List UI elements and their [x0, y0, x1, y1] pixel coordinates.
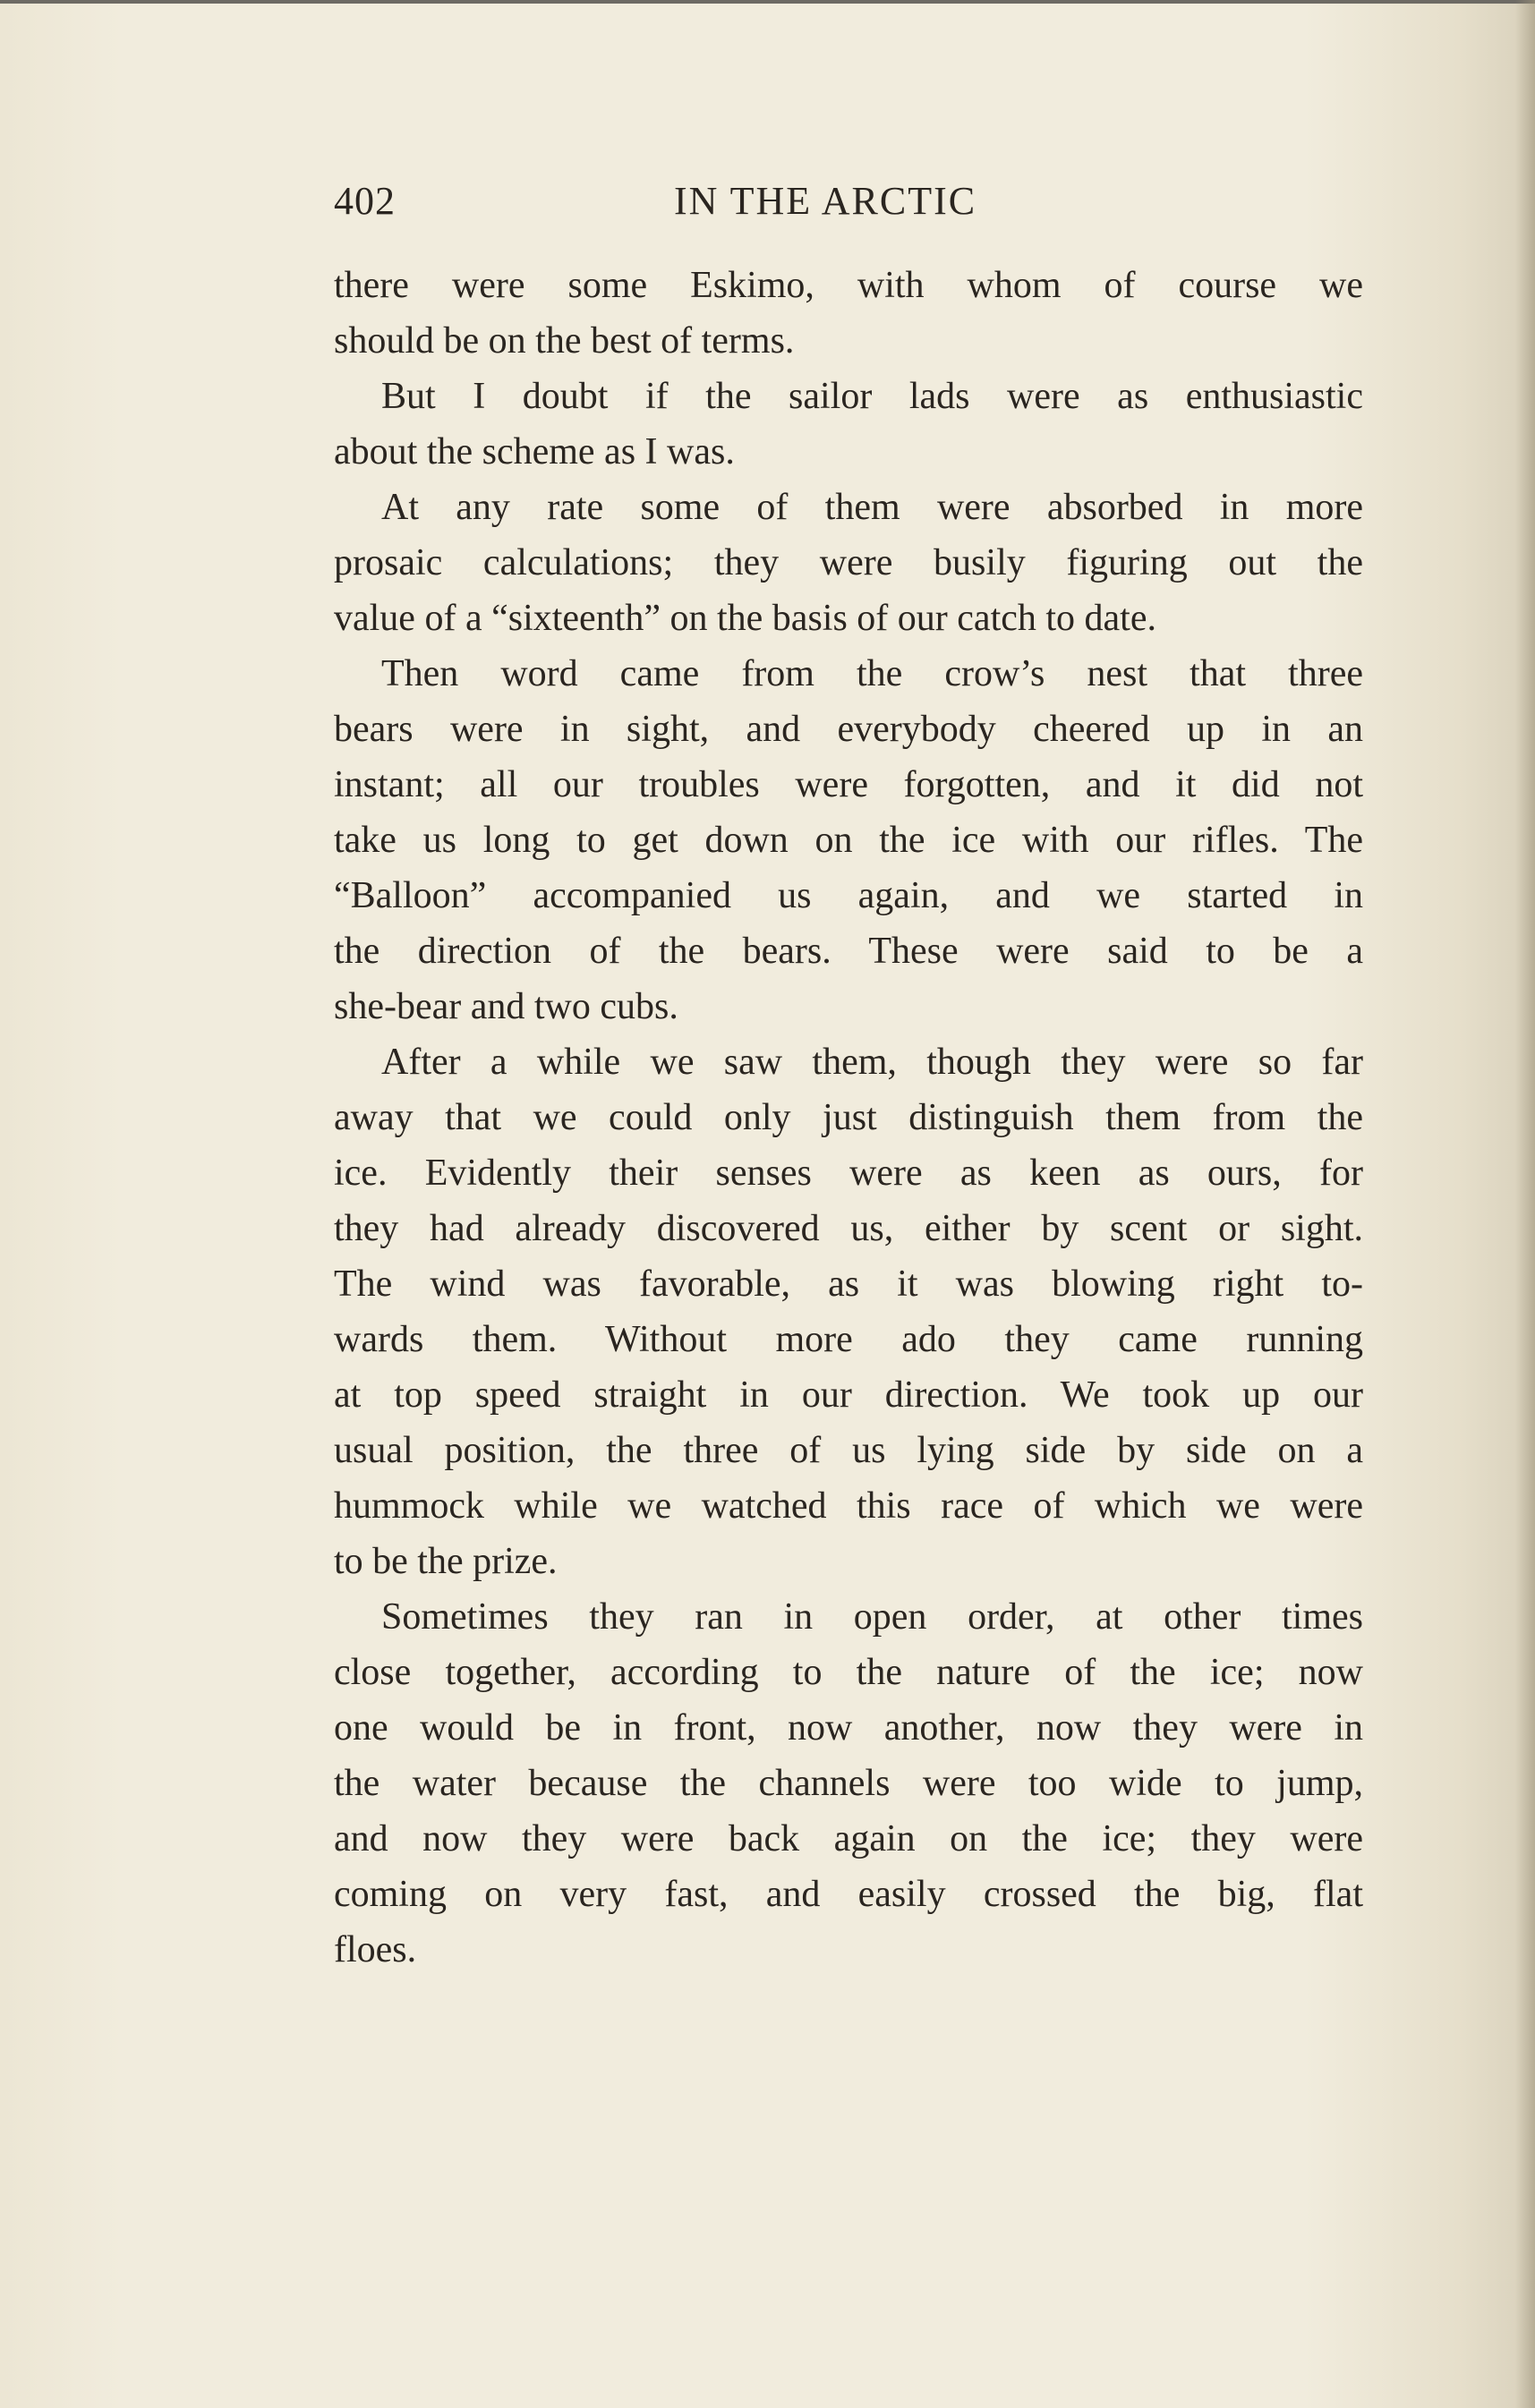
text-line: Then word came from the crow’s nest that three	[381, 653, 1363, 694]
paragraph	[334, 480, 1363, 646]
text-line: ice. Evidently their senses were as keen as ours, for	[334, 1153, 1363, 1194]
text-line: close together, according to the nature of the ice; now	[334, 1652, 1363, 1693]
text-line: instant; all our troubles were forgotten, and it did not	[334, 764, 1363, 805]
text-line: the direction of the bears. These were said to be a	[334, 931, 1363, 972]
text-line: At any rate some of them were absorbed in more	[381, 487, 1363, 528]
text-line: at top speed straight in our direction. We took up our	[334, 1374, 1363, 1416]
text-line: take us long to get down on the ice with our rifles. The	[334, 820, 1363, 861]
text-line: prosaic calculations; they were busily figuring out the	[334, 542, 1363, 583]
running-head	[334, 174, 1363, 228]
text-line: should be on the best of terms.	[334, 320, 795, 362]
text-line: one would be in front, now another, now they were in	[334, 1707, 1363, 1749]
text-line: about the scheme as I was.	[334, 431, 735, 472]
text-line: away that we could only just distinguish them from the	[334, 1097, 1363, 1138]
running-title: IN THE ARCTIC	[674, 179, 977, 223]
page-number: 402	[334, 179, 396, 223]
text-line: bears were in sight, and everybody cheered up in an	[334, 709, 1363, 750]
text-line: value of a “sixteenth” on the basis of our catch to date.	[334, 598, 1156, 639]
text-line: to be the prize.	[334, 1541, 558, 1582]
text-line: there were some Eskimo, with whom of course we	[334, 265, 1363, 306]
paragraph	[334, 369, 1363, 480]
body-text	[334, 258, 1363, 1978]
text-line: she-bear and two cubs.	[334, 986, 678, 1027]
text-line: The wind was favorable, as it was blowing right to-	[334, 1264, 1363, 1305]
paragraph	[334, 258, 1363, 369]
text-line: But I doubt if the sailor lads were as enthusiastic	[381, 376, 1363, 417]
text-line: “Balloon” accompanied us again, and we started in	[334, 875, 1363, 916]
text-line: Sometimes they ran in open order, at other times	[381, 1596, 1363, 1638]
paragraph	[334, 1034, 1363, 1589]
text-line: they had already discovered us, either by scent or sight.	[334, 1208, 1363, 1249]
scan-top-edge	[0, 0, 1535, 4]
page-gutter-shadow	[1515, 0, 1535, 2408]
paragraph	[334, 646, 1363, 1034]
paragraph	[334, 1589, 1363, 1978]
text-line: coming on very fast, and easily crossed the big, flat	[334, 1874, 1363, 1915]
text-line: wards them. Without more ado they came running	[334, 1319, 1363, 1360]
text-line: the water because the channels were too wide to jump,	[334, 1763, 1363, 1804]
text-line: usual position, the three of us lying side by side on a	[334, 1430, 1363, 1471]
text-line: and now they were back again on the ice; they were	[334, 1818, 1363, 1859]
text-line: hummock while we watched this race of which we were	[334, 1485, 1363, 1527]
text-line: After a while we saw them, though they were so far	[381, 1042, 1363, 1083]
text-line: floes.	[334, 1929, 417, 1970]
